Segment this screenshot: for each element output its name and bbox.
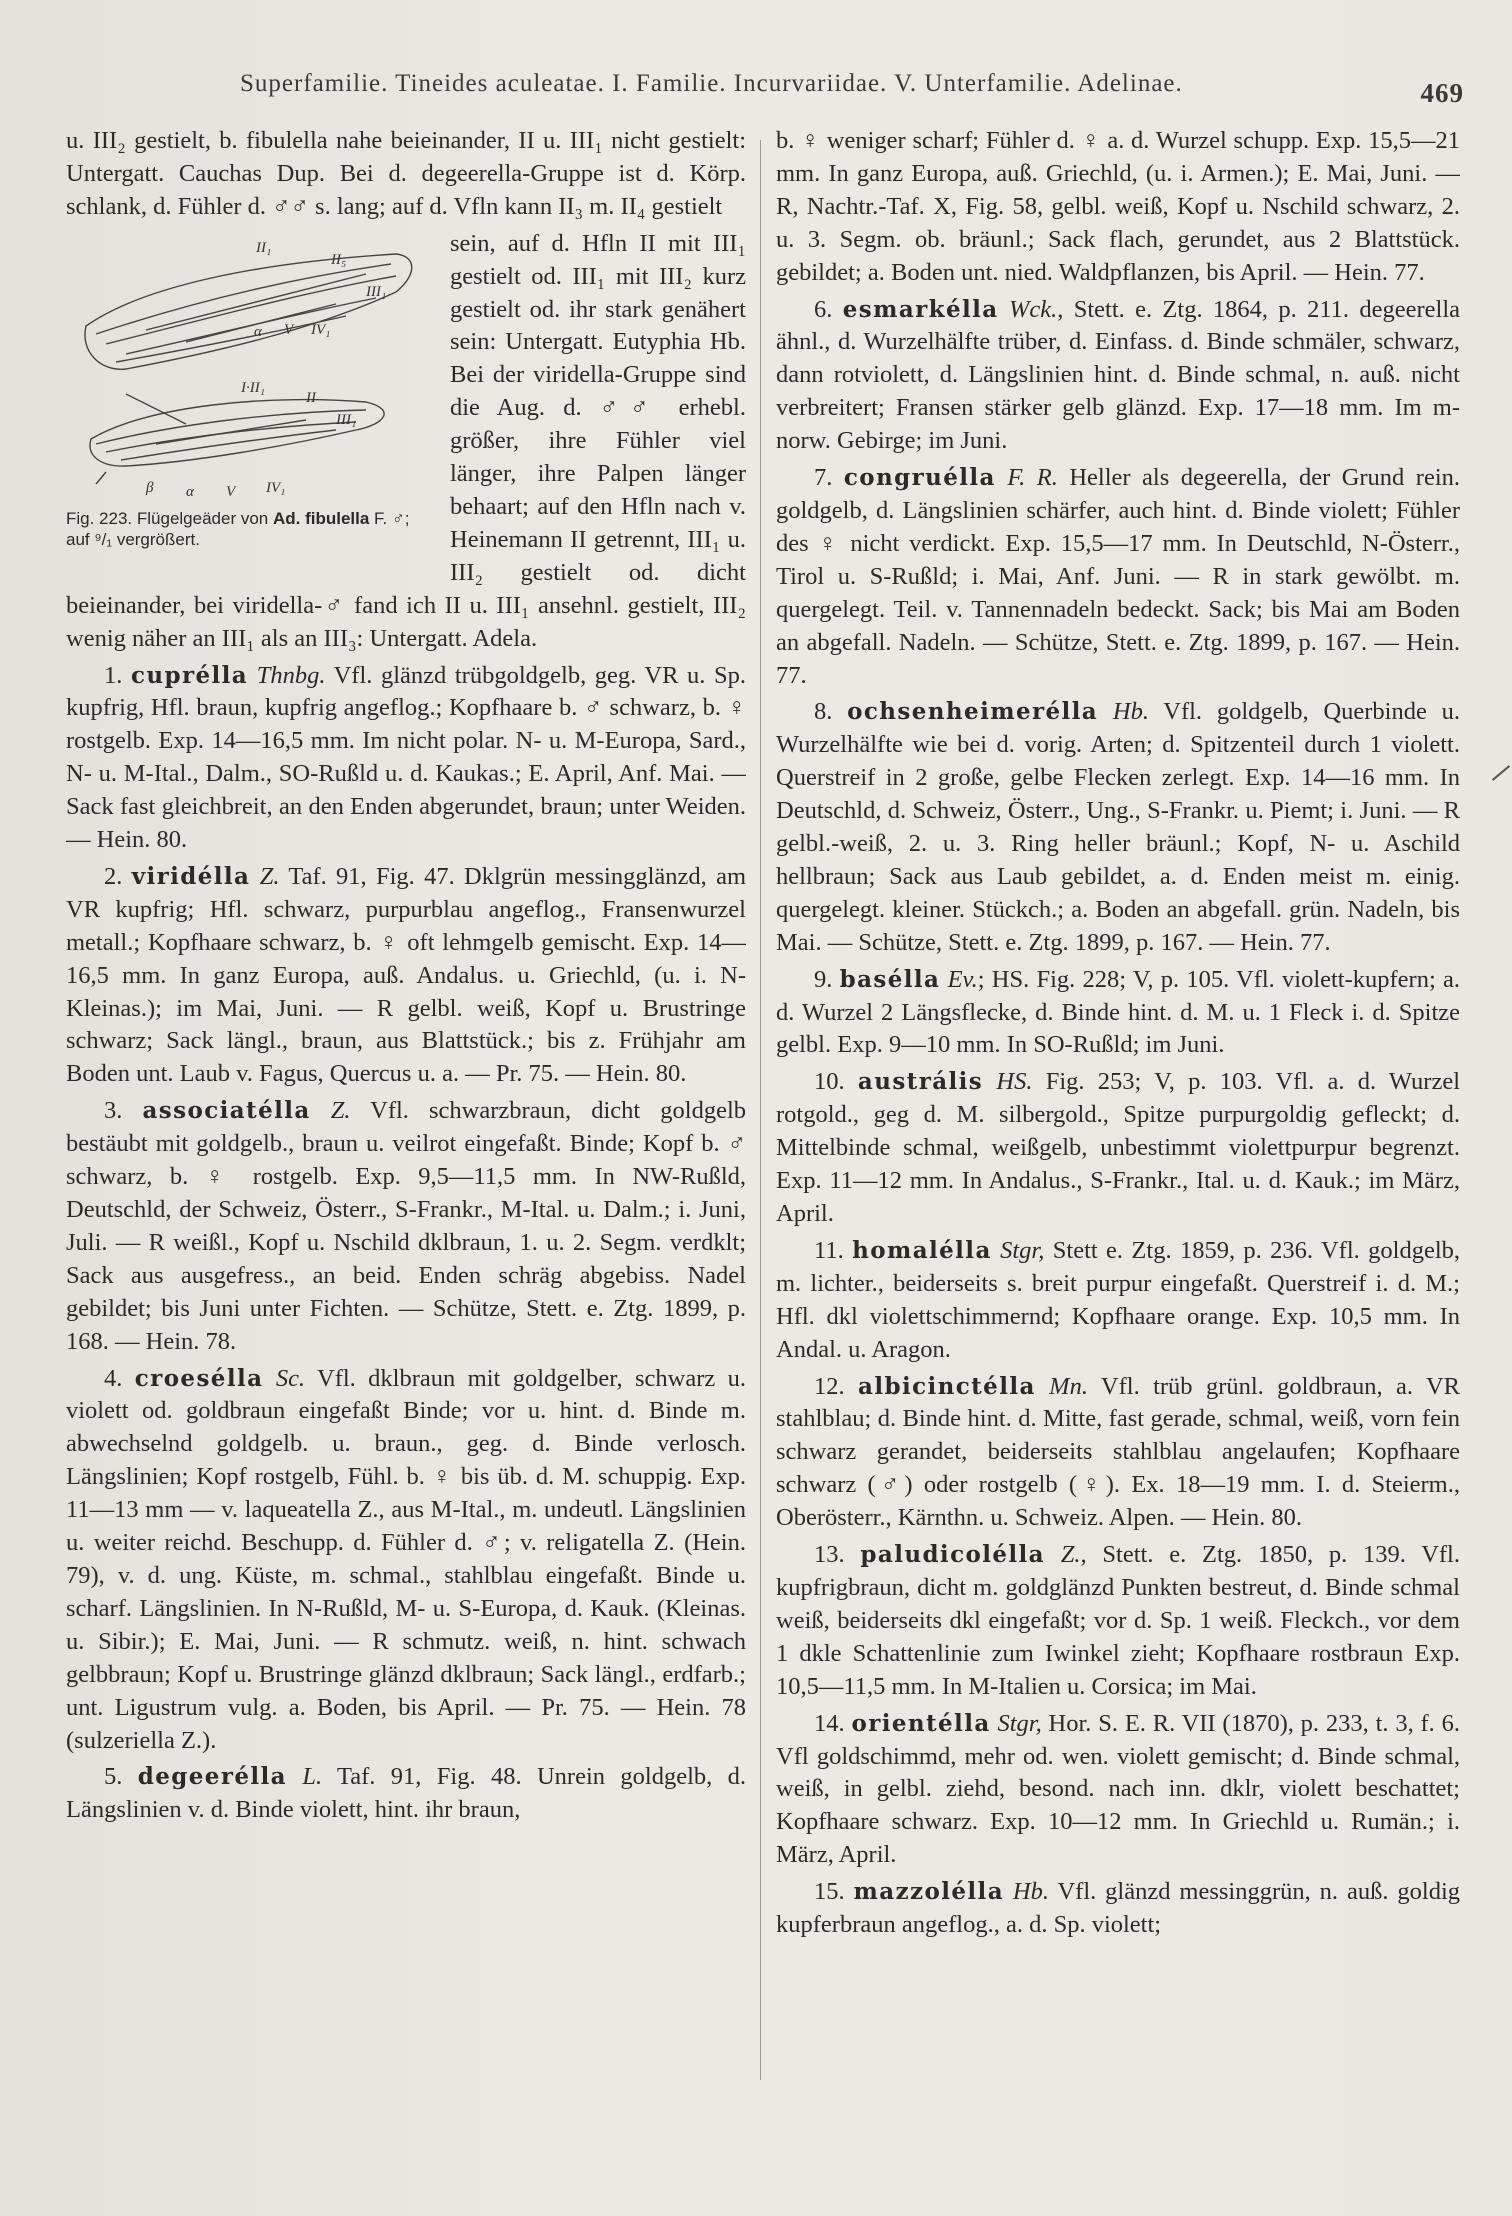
species-name: basélla	[839, 965, 941, 993]
edge-pencil-mark	[1492, 765, 1510, 781]
species-entry-12: 12. albicinctélla Mn. Vfl. trüb grünl. goldbraun, a. VR stahlblau; d. Binde hint. d. Mitte, fast gerade, schmal, weiß, vorn fein schwarz gerandet, beiderseits stahlblau angelaufen; Kopfhaare schwarz (♂) oder rostgelb (♀). Ex. 18—19 mm. I. d. Steierm., Oberösterr., Kärnthn. u. Schweiz. Alpen. — Hein. 80.	[776, 1372, 1460, 1532]
species-name: ochsenheimerélla	[847, 698, 1099, 726]
column-divider	[760, 140, 761, 2080]
svg-text:β: β	[146, 479, 154, 496]
species-entry-5: 5. degeerélla L. Taf. 91, Fig. 48. Unrein goldgelb, d. Längslinien v. d. Binde violett, hint. ihr braun,	[66, 1763, 746, 1824]
intro-paragraph-1: u. III₂ gestielt, b. fibulella nahe beieinander, II u. III₁ nicht gestielt: Untergatt. Cauchas Dup. Bei d. degeerella-Gruppe ist d. Körp. schlank, d. Fühler d. ♂♂ s. lang; auf d. Vfln kann II₃ m. II₄ gestielt	[66, 127, 746, 220]
species-entry-7: 7. congruélla F. R. Heller als degeerella, der Grund rein. goldgelb, d. Längslinien schärfer, auch hint. d. Binde violett; Fühler des ♀ nicht verdickt. Exp. 15,5—17 mm. In Deutschld, N-Österr., Tirol u. S-Rußld; i. Mai, Anf. Juni. — R in stark gewölbt. m. quergelegt. Teil. v. Tannennadeln bedeckt. Sack; bis Mai am Boden an abgefall. Nadeln. — Schütze, Stett. e. Ztg. 1899, p. 167. — Hein. 77.	[776, 464, 1460, 689]
species-entry-6: 6. esmarkélla Wck., Stett. e. Ztg. 1864, p. 211. degeerella ähnl., d. Wurzelhälfte trüber, d. Einfass. d. Binde schmäler, schwarz, dann rotviolett, d. Längslinien hint. d. Binde schmal, n. auß. nicht verbreitert; Fransen stärker gelb glänzd. Exp. 17—18 mm. Im m-norw. Gebirge; im Juni.	[776, 295, 1460, 455]
species-name: cuprélla	[130, 661, 249, 689]
species-name: degeerélla	[137, 1763, 287, 1791]
species-name: associatélla	[142, 1097, 311, 1125]
running-title: Superfamilie. Tineides aculeatae. I. Familie. Incurvariidae. V. Unterfamilie. Adelinae.	[240, 70, 1183, 97]
species-entry-14: 14. orientélla Stgr, Hor. S. E. R. VII (1870), p. 233, t. 3, f. 6. Vfl goldschimmd, mehr od. wen. violett gemischt; d. Binde schmal, weiß, in gelbl. ziehd, besond. nach inn. dklr, violett beschattet; Kopfhaare schwarz. Exp. 10—12 mm. In Griechld u. Rumän.; i. März, April.	[776, 1709, 1460, 1869]
hindwing-outline	[90, 399, 384, 465]
svg-text:III₁: III₁	[366, 283, 387, 300]
svg-text:III₁: III₁	[336, 411, 357, 428]
figure-caption: Fig. 223. Flügelgeäder von Ad. fibulella F. ♂; auf ⁹/₁ vergrößert.	[66, 508, 410, 549]
svg-text:II₅: II₅	[331, 251, 347, 268]
species-name: paludicolélla	[860, 1541, 1045, 1569]
species-entry-13: 13. paludicolélla Z., Stett. e. Ztg. 1850, p. 139. Vfl. kupfrigbraun, dicht m. goldglänzd Punkten bestreut, d. Binde schmal weiß, beiderseits dkl eingefaßt; vor d. Sp. 1 weiß. Fleckch., vor dem 1 dkle Schattenlinie zum Iwinkel zieht; Kopfhaare rostbraun Exp. 10,5—11,5 mm. In M-Italien u. Corsica; im Mai.	[776, 1541, 1460, 1700]
intro-paragraph-2: sein, auf d. Hfln II mit III₁ gestielt od. III₁ mit III₂ kurz gestielt od. ihr stark genähert sein: Untergatt. Eutyphia Hb. Bei der viridella-Gruppe sind die Aug. d. ♂♂ erhebl. größer, ihre Fühler viel länger, ihre Palpen länger behaart; auf den Hfln nach v. Heinemann II getrennt, III₁ u. III₂ gestielt od. dicht beieinander, bei viridella-♂ fand ich II u. III₁ ansehnl. gestielt, III₂ wenig näher an III₁ als an III₃: Untergatt. Adela.	[66, 229, 746, 652]
species-entry-15: 15. mazzolélla Hb. Vfl. glänzd messinggrün, n. auß. goldig kupferbraun angeflog., a. d. Sp. violett;	[776, 1878, 1460, 1939]
wing-venation-diagram	[66, 234, 436, 506]
species-entry-2: 2. viridélla Z. Taf. 91, Fig. 47. Dklgrün messingglänzd, am VR kupfrig; Hfl. schwarz, purpurblau angeflog., Fransenwurzel metall.; Kopfhaare schwarz, b. ♀ oft lehmgelb gemischt. Exp. 14—16,5 mm. In ganz Europa, auß. Andalus. u. Griechld, (u. i. N-Kleinas.); im Mai, Juni. — R gelbl. weiß, Kopf u. Brustringe schwarz; Sack längl., braun, aus Blattstück.; bis z. Frühjahr am Boden unt. Laub v. Fagus, Quercus u. a. — Pr. 75. — Hein. 80.	[66, 862, 746, 1088]
species-entry-11: 11. homalélla Stgr, Stett e. Ztg. 1859, p. 236. Vfl. goldgelb, m. lichter., beiderseits s. breit purpur eingefaßt. Querstreif i. d. M.; Hfl. dkl violettschimmernd; Kopfhaare orange. Exp. 10,5 mm. In Andal. u. Aragon.	[776, 1236, 1460, 1363]
species-entry-3: 3. associatélla Z. Vfl. schwarzbraun, dicht goldgelb bestäubt mit goldgelb., braun u. veilrot eingefaßt. Binde; Kopf b. ♂ schwarz, b. ♀ rostgelb. Exp. 9,5—11,5 mm. In NW-Rußld, Deutschld, der Schweiz, Österr., S-Frankr., M-Ital. u. Dalm.; i. Juni, Juli. — R weißl., Kopf u. Nschild dklbraun, 1. u. 2. Segm. verdklt; Sack aus ausgefress., an beid. Enden schräg abgebiss. Nadel gebildet; bis Juni unter Fichten. — Schütze, Stett. e. Ztg. 1899, p. 168. — Hein. 78.	[66, 1097, 746, 1355]
species-name: albicinctélla	[858, 1372, 1036, 1400]
species-entry-8: 8. ochsenheimerélla Hb. Vfl. goldgelb, Querbinde u. Wurzelhälfte wie bei d. vorig. Arten; d. Spitzenteil durch 1 violett. Querstreif in 2 große, gelbe Flecken zerlegt. Exp. 14—16 mm. In Deutschld, d. Schweiz, Österr., Ung., S-Frankr. u. Piemt; i. Juni. — R gelbl.-weiß, 2. u. 3. Ring heller bräunl.; Kopf, N- u. Aschild hellbraun; Sack aus Laub gebildet, a. d. Enden meist m. einig. quergelegt. kleiner. Stückch.; a. Boden an abgefall. grün. Nadeln, bis Mai. — Schütze, Stett. e. Ztg. 1899, p. 167. — Hein. 77.	[776, 698, 1460, 956]
species-name: esmarkélla	[842, 295, 999, 323]
running-head	[70, 62, 1464, 108]
species-name: congruélla	[843, 464, 996, 492]
svg-text:α: α	[186, 483, 194, 500]
species-name: homalélla	[852, 1236, 992, 1264]
svg-text:IV₁: IV₁	[266, 479, 286, 496]
species-name: mazzolélla	[853, 1878, 1004, 1906]
svg-text:II₁: II₁	[256, 239, 272, 256]
svg-text:V: V	[226, 483, 236, 500]
svg-text:I·II₁: I·II₁	[241, 379, 265, 396]
page-number: 469	[1420, 78, 1464, 108]
svg-text:IV₁: IV₁	[311, 321, 331, 338]
entry-5-continuation: b. ♀ weniger scharf; Fühler d. ♀ a. d. Wurzel schupp. Exp. 15,5—21 mm. In ganz Europa, auß. Griechld, (u. i. Armen.); E. Mai, Juni. — R, Nachtr.-Taf. X, Fig. 58, gelbl. weiß, Kopf u. Nschild schwarz, 2. u. 3. Segm. ob. bräunl.; Sack flach, gerundet, aus 2 Blattstück. gebildet; a. Boden unt. nied. Waldpflanzen, bis April. — Hein. 77.	[776, 127, 1460, 286]
species-name: orientélla	[851, 1709, 991, 1737]
species-entry-9: 9. basélla Ev.; HS. Fig. 228; V, p. 105. Vfl. violett-kupfern; a. d. Wurzel 2 Längsflecke, d. Binde hint. d. M. u. 1 Fleck i. d. Spitze gelbl. Exp. 9—10 mm. In SO-Rußld; im Juni.	[776, 965, 1460, 1059]
svg-text:II: II	[306, 389, 316, 406]
species-name: croesélla	[134, 1364, 264, 1392]
species-entry-4: 4. croesélla Sc. Vfl. dklbraun mit goldgelber, schwarz u. violett od. goldbraun eingefaßt Binde; vor u. hint. d. Binde m. abwechselnd goldgelb. u. braun., geg. d. Binde verlosch. Längslinien; Kopf rostgelb, Fühl. b. ♀ bis üb. d. M. schuppig. Exp. 11—13 mm — v. laqueatella Z., aus M-Ital., m. undeutl. Längslinien u. weiter reichd. Beschupp. d. Fühler d. ♂; v. religatella Z. (Hein. 79), v. d. ung. Küste, m. schmal., stahlblau eingefaßt. Binde u. scharf. Längslinien. In N-Rußld, M- u. S-Europa, d. Kauk. (Kleinas. u. Sibir.); E. Mai, Juni. — R schmutz. weiß, n. hint. schwach gelbbraun; Kopf u. Brustringe glänzd dklbraun; Sack längl., erdfarb.; unt. Ligustrum vulg. a. Boden, bis April. — Pr. 75. — Hein. 78 (sulzeriella Z.).	[66, 1364, 746, 1754]
species-entry-1: 1. cuprélla Thnbg. Vfl. glänzd trübgoldgelb, geg. VR u. Sp. kupfrig, Hfl. braun, kupfrig angeflog.; Kopfhaare b. ♂ schwarz, b. ♀ rostgelb. Exp. 14—16,5 mm. Im nicht polar. N- u. M-Europa, Sard., N- u. M-Ital., Dalm., SO-Rußld u. d. Kaukas.; E. April, Anf. Mai. — Sack fast gleichbreit, an den Enden abgerundet, braun; unter Weiden. — Hein. 80.	[66, 661, 746, 854]
figure-223	[66, 234, 436, 566]
species-name: austrális	[857, 1068, 984, 1096]
right-column	[776, 125, 1460, 2185]
left-column	[66, 125, 746, 2185]
species-name: viridélla	[131, 862, 251, 890]
svg-text:α: α	[254, 323, 262, 340]
species-entry-10: 10. austrális HS. Fig. 253; V, p. 103. Vfl. a. d. Wurzel rotgold., geg d. M. silbergold., Spitze purpurgoldig gefleckt; d. Mittelbinde schmal, weißgelb, unbestimmt violettpurpur begrenzt. Exp. 11—12 mm. In Andalus., S-Frankr., Ital. u. d. Kauk.; im März, April.	[776, 1068, 1460, 1227]
svg-text:V: V	[284, 321, 294, 338]
